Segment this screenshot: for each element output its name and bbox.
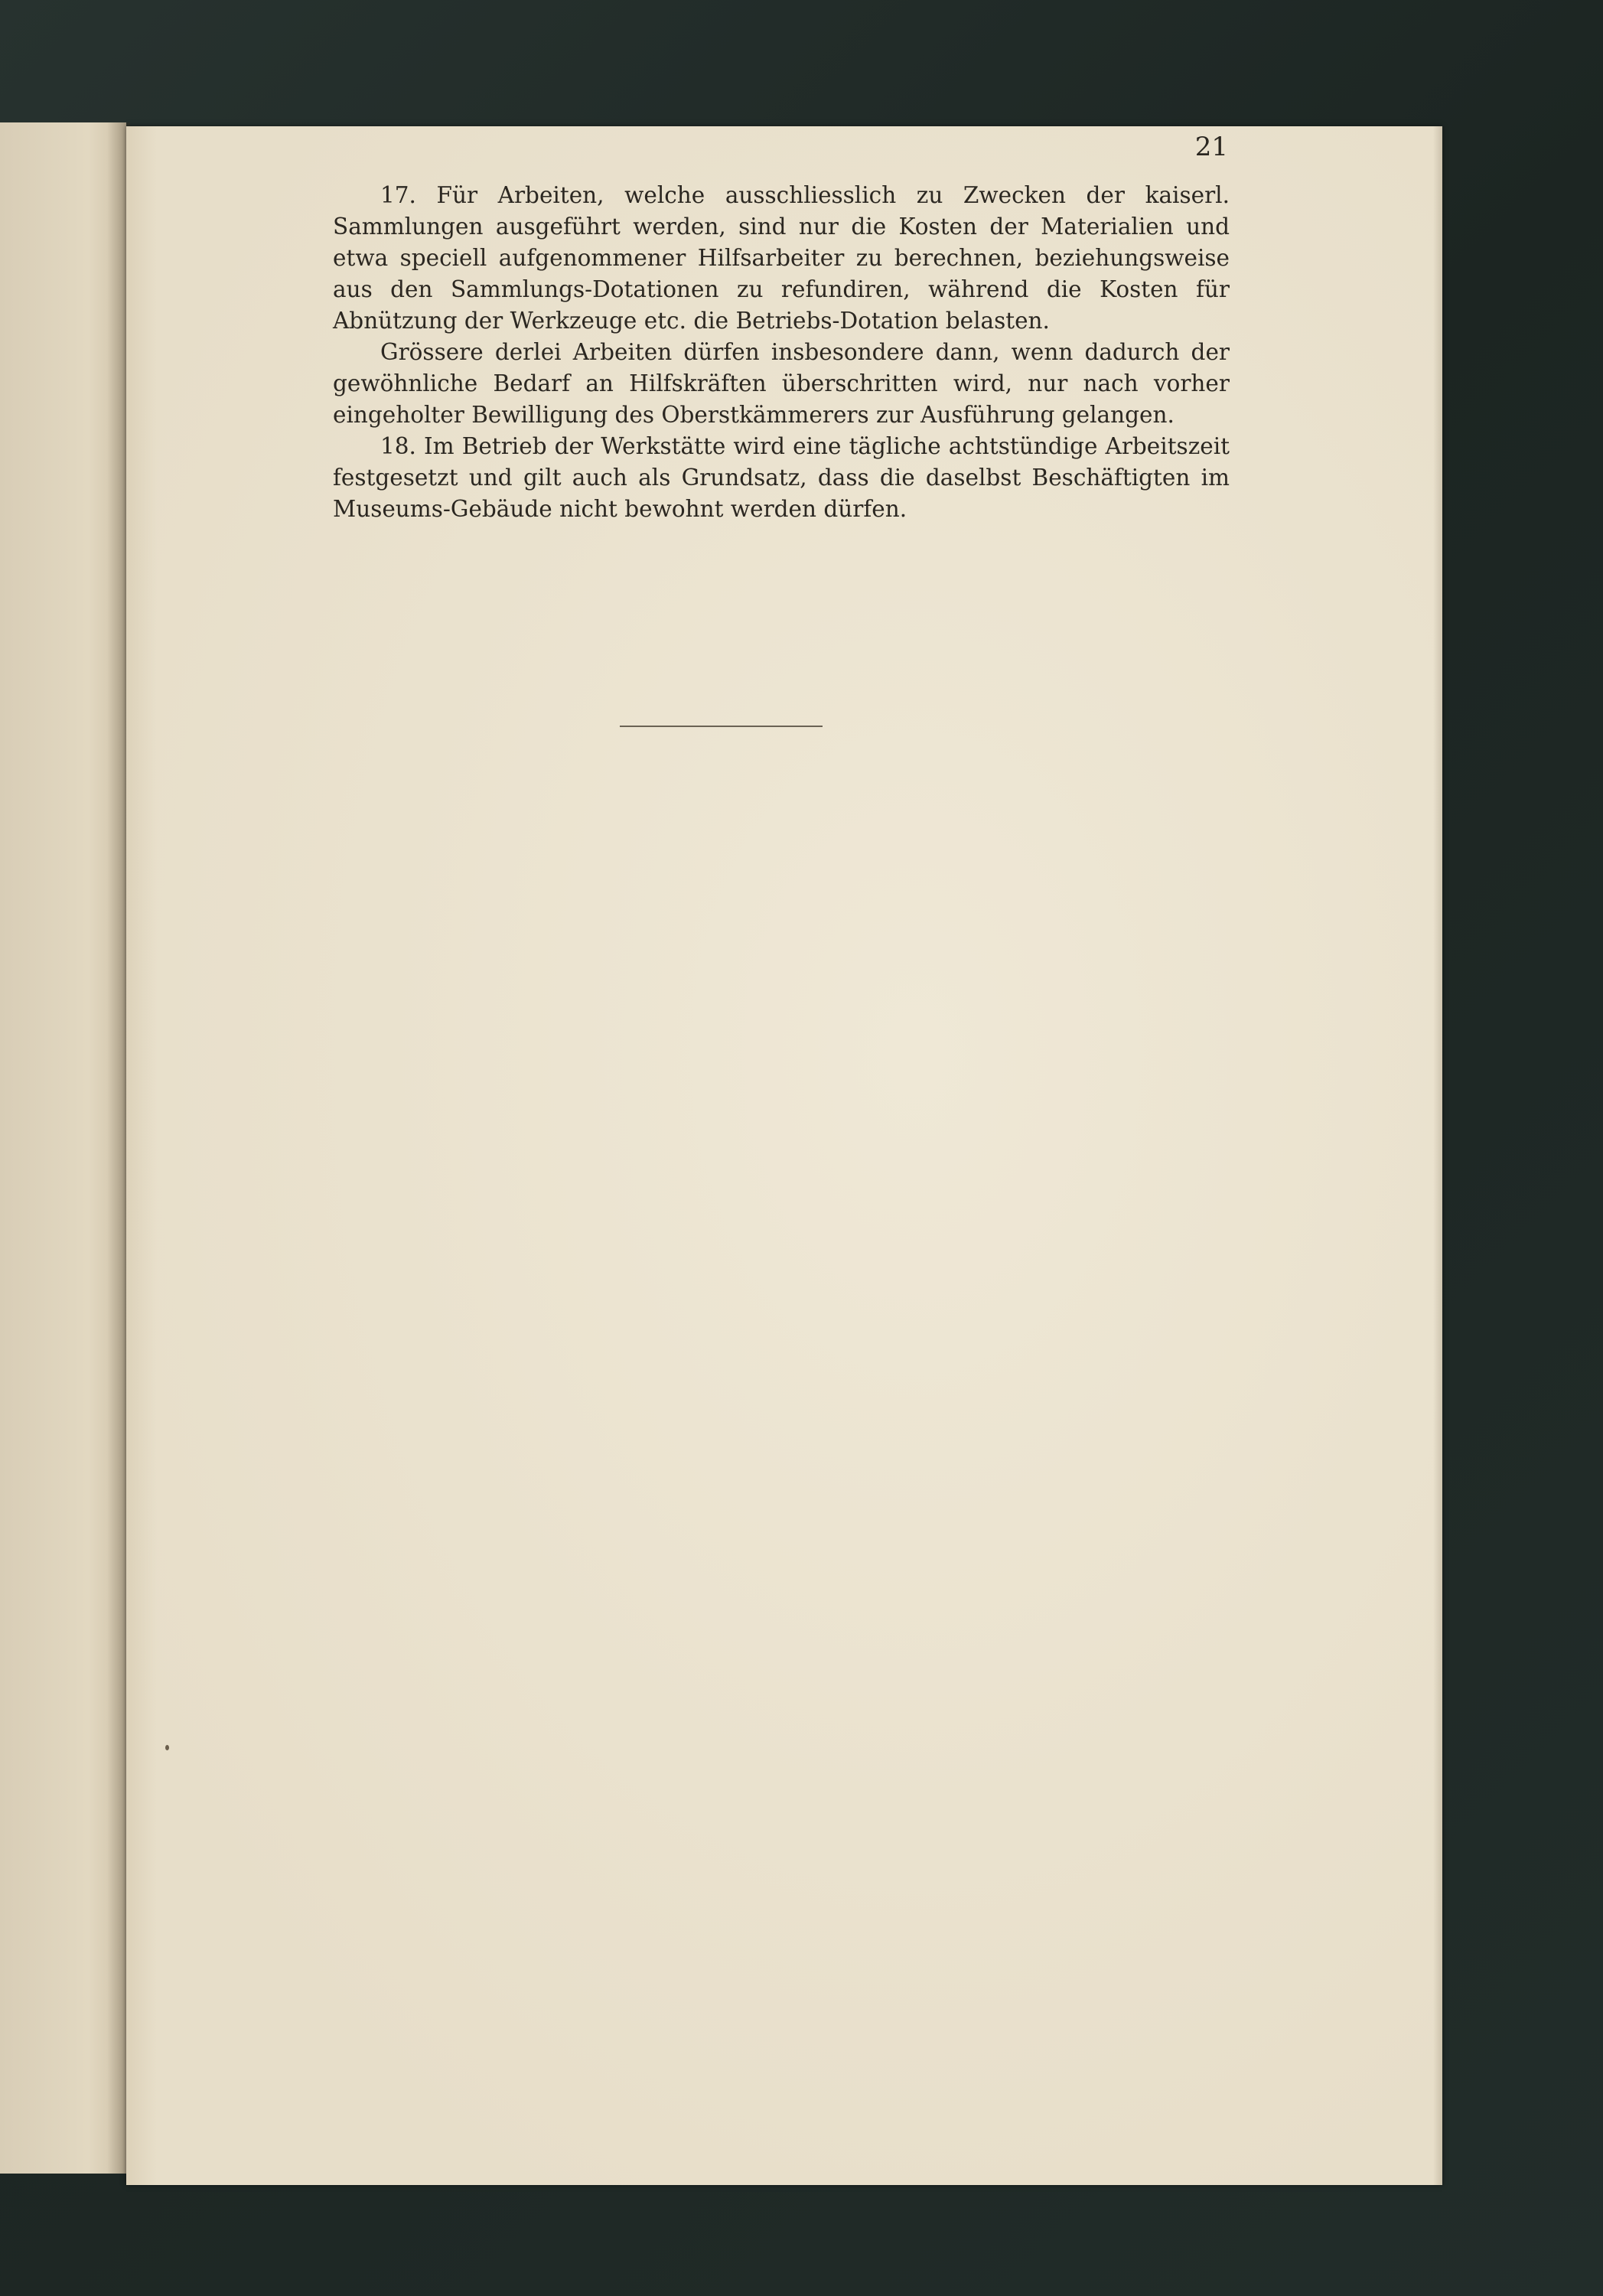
body-text [333,180,1230,525]
page-edge [1433,126,1442,2185]
end-rule-divider [620,726,823,727]
paper-speck [165,1745,169,1750]
paragraph-18: 18. Im Betrieb der Werkstätte wird eine tägliche achtstündige Arbeitszeit festgesetzt und gilt auch als Grundsatz, dass die daselbst Beschäftigten im Museums-Gebäude nicht bewohnt werden dürfen. [333,433,1230,522]
paragraph-17: 17. Für Arbeiten, welche ausschliesslich zu Zwecken der kaiserl. Sammlungen ausgeführt werden, sind nur die Kosten der Materialien und etwa speciell aufgenommener Hilfsarbeiter zu berechnen, beziehungsweise aus den Sammlungs-Dotationen zu refundiren, während die Kosten für Abnützung der Werkzeuge etc. die Betriebs-Dotation belasten. [333,182,1230,334]
page-number: 21 [1194,132,1228,162]
paragraph-17-continued: Grössere derlei Arbeiten dürfen insbesondere dann, wenn dadurch der gewöhnliche Bedarf an Hilfskräften überschritten wird, nur nach vorher eingeholter Bewilligung des Oberstkämmerers zur Ausführung gelangen. [333,339,1230,428]
